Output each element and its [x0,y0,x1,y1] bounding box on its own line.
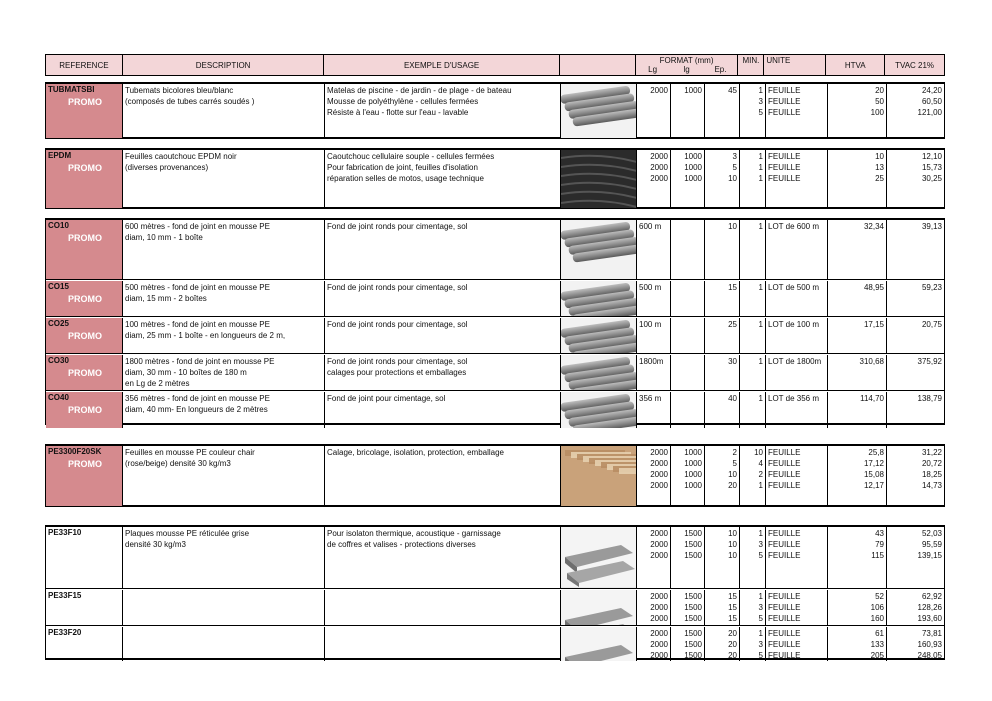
header-unite: UNITE [764,55,826,75]
thickness-cell: 15 15 15 [705,590,740,625]
thickness-cell: 2 5 10 20 [705,446,740,506]
promo-badge: PROMO [68,405,103,415]
table-row [46,590,944,626]
min-qty-cell: 1 [740,392,766,428]
unit-cell: LOT de 100 m [766,318,828,353]
table-row [46,392,944,428]
table-row [46,318,944,354]
length-cell: 2000 2000 2000 [637,627,671,661]
description-cell: Tubemats bicolores bleu/blanc (composés de tubes carrés soudés ) [123,84,325,138]
grey-product-image [561,527,637,587]
description-cell: Feuilles en mousse PE couleur chair (rose/beige) densité 30 kg/m3 [123,446,325,506]
reference-cell [46,318,123,353]
header-min: MIN. [738,55,764,75]
length-cell: 2000 2000 2000 [637,590,671,625]
reference-code: PE33F10 [48,528,82,537]
reference-code: PE33F20 [48,628,82,637]
unit-cell: FEUILLE FEUILLE FEUILLE [766,627,828,661]
thickness-cell: 3 5 10 [705,150,740,208]
header-lg: Lg [648,65,658,74]
header-lg-small: lg [683,65,690,74]
htva-price-cell: 25,8 17,12 15,08 12,17 [828,446,887,506]
htva-price-cell: 10 13 25 [828,150,887,208]
width-cell: 1000 1000 1000 [671,150,705,208]
width-cell: 1000 1000 1000 1000 [671,446,705,506]
table-row [46,627,944,661]
rods-product-image [561,355,637,390]
thickness-cell: 25 [705,318,740,353]
description-cell: 600 mètres - fond de joint en mousse PE diam, 10 mm - 1 boîte [123,220,325,279]
thickness-cell: 10 10 10 [705,527,740,588]
thickness-cell: 20 20 20 [705,627,740,661]
min-qty-cell: 10 4 2 1 [740,446,766,506]
reference-code: PE33F15 [48,591,82,600]
image-cell [561,446,637,506]
image-cell [561,318,637,353]
htva-price-cell: 61 133 205 [828,627,887,661]
image-cell [561,627,637,661]
description-cell: 100 mètres - fond de joint en mousse PE diam, 25 mm - 1 boîte - en longueurs de 2 m, [123,318,325,353]
min-qty-cell: 1 [740,318,766,353]
reference-code: CO15 [48,282,69,291]
usage-cell: Calage, bricolage, isolation, protection, emballage [325,446,561,506]
min-qty-cell: 1 3 5 [740,84,766,138]
min-qty-cell: 1 3 5 [740,627,766,661]
length-cell: 100 m [637,318,671,353]
tvac-price-cell: 12,10 15,73 30,25 [921,152,942,183]
header-description: DESCRIPTION [123,55,325,75]
rods-product-image [561,392,637,428]
promo-badge: PROMO [68,294,103,304]
length-cell: 500 m [637,281,671,316]
length-cell: 2000 2000 2000 [637,150,671,208]
rods-product-image [561,281,637,316]
htva-price-cell: 20 50 100 [828,84,887,138]
table-row [46,527,944,589]
width-cell [671,318,705,353]
rods-product-image [561,220,637,279]
description-cell: Feuilles caoutchouc EPDM noir (diverses provenances) [123,150,325,208]
header-format [636,55,739,75]
image-cell [561,84,637,138]
promo-badge: PROMO [68,163,103,173]
promo-badge: PROMO [68,331,103,341]
header-ep: Ep. [714,65,727,74]
promo-badge: PROMO [68,459,103,469]
reference-code: CO40 [48,393,69,402]
promo-badge: PROMO [68,233,103,243]
usage-cell: Pour isolaton thermique, acoustique - garnissage de coffres et valises - protections diverses [325,527,561,588]
reference-code: TUBMATSBI [48,85,95,94]
reference-code: CO10 [48,221,69,230]
reference-cell [46,355,123,390]
product-group [45,82,945,139]
length-cell: 600 m [637,220,671,279]
reference-cell [46,590,123,625]
htva-price-cell: 114,70 [828,392,887,428]
table-row [46,355,944,391]
unit-cell: LOT de 600 m [766,220,828,279]
length-cell: 1800m [637,355,671,390]
length-cell: 2000 [637,84,671,138]
reference-cell [46,627,123,661]
rods-product-image [561,84,637,138]
image-cell [561,281,637,316]
rods-product-image [561,318,637,353]
product-group [45,148,945,209]
table-row [46,150,944,208]
usage-cell: Fond de joint ronds pour cimentage, sol [325,318,561,353]
reference-cell [46,84,123,138]
description-cell: 356 mètres - fond de joint en mousse PE diam, 40 mm- En longueurs de 2 mètres [123,392,325,428]
usage-cell [325,627,561,661]
image-cell [561,392,637,428]
unit-cell: FEUILLE FEUILLE FEUILLE FEUILLE [766,446,828,506]
header-usage: EXEMPLE D'USAGE [324,55,559,75]
tvac-price-cell: 138,79 [917,394,942,403]
reference-cell [46,281,123,316]
header-tvac: TVAC 21% [885,55,944,75]
width-cell [671,281,705,316]
tvac-price-cell: 52,03 95,59 139,15 [917,529,942,560]
grey-product-image [561,590,637,625]
usage-cell: Fond de joint ronds pour cimentage, sol [325,281,561,316]
reference-code: PE3300F20SK [48,447,102,456]
table-row [46,220,944,280]
description-cell: Plaques mousse PE réticulée grise densité 30 kg/m3 [123,527,325,588]
tvac-price-cell: 31,22 20,72 18,25 14,73 [921,448,942,490]
thickness-cell: 30 [705,355,740,390]
reference-cell [46,220,123,279]
tvac-price-cell: 62,92 128,26 193,60 [917,592,942,623]
htva-price-cell: 32,34 [828,220,887,279]
table-header [45,54,945,76]
length-cell: 356 m [637,392,671,428]
unit-cell: FEUILLE FEUILLE FEUILLE [766,527,828,588]
width-cell: 1000 [671,84,705,138]
product-group [45,444,945,507]
min-qty-cell: 1 [740,281,766,316]
tvac-price-cell: 59,23 [921,283,942,292]
tvac-price-cell: 24,20 60,50 121,00 [917,86,942,117]
table-row [46,281,944,317]
usage-cell: Caoutchouc cellulaire souple - cellules fermées Pour fabrication de joint, feuilles d'isolation réparation selles de motos, usage technique [325,150,561,208]
usage-cell: Fond de joint ronds pour cimentage, sol calages pour protections et emballages [325,355,561,390]
tvac-price-cell: 20,75 [921,320,942,329]
image-cell [561,220,637,279]
width-cell: 1500 1500 1500 [671,527,705,588]
reference-cell [46,150,123,208]
width-cell: 1500 1500 1500 [671,627,705,661]
image-cell [561,590,637,625]
htva-price-cell: 17,15 [828,318,887,353]
min-qty-cell: 1 [740,355,766,390]
description-cell: 500 mètres - fond de joint en mousse PE diam, 15 mm - 2 boîtes [123,281,325,316]
min-qty-cell: 1 [740,220,766,279]
header-image [560,55,636,75]
tvac-price-cell: 73,81 160,93 248,05 [917,629,942,660]
table-row [46,84,944,138]
width-cell: 1500 1500 1500 [671,590,705,625]
promo-badge: PROMO [68,368,103,378]
unit-cell: FEUILLE FEUILLE FEUILLE [766,590,828,625]
usage-cell [325,590,561,625]
image-cell [561,355,637,390]
htva-price-cell: 310,68 [828,355,887,390]
usage-cell: Fond de joint pour cimentage, sol [325,392,561,428]
min-qty-cell: 1 1 1 [740,150,766,208]
usage-cell: Matelas de piscine - de jardin - de plage - de bateau Mousse de polyéthylène - cellules fermées Résiste à l'eau - flotte sur l'eau - lavable [325,84,561,138]
image-cell [561,150,637,208]
promo-badge: PROMO [68,97,103,107]
htva-price-cell: 52 106 160 [828,590,887,625]
min-qty-cell: 1 3 5 [740,590,766,625]
unit-cell: LOT de 356 m [766,392,828,428]
description-cell [123,590,325,625]
description-cell: 1800 mètres - fond de joint en mousse PE diam, 30 mm - 10 boîtes de 180 m en Lg de 2 mètres [123,355,325,390]
length-cell: 2000 2000 2000 [637,527,671,588]
min-qty-cell: 1 3 5 [740,527,766,588]
reference-code: EPDM [48,151,72,160]
unit-cell: FEUILLE FEUILLE FEUILLE [766,150,828,208]
product-group [45,525,945,660]
description-cell [123,627,325,661]
reference-cell [46,527,123,588]
image-cell [561,527,637,588]
black-product-image [561,150,637,208]
width-cell [671,355,705,390]
htva-price-cell: 48,95 [828,281,887,316]
table-row [46,446,944,506]
thickness-cell: 15 [705,281,740,316]
beige-product-image [561,446,637,506]
tvac-price-cell: 39,13 [921,222,942,231]
grey-product-image [561,627,637,661]
unit-cell: LOT de 500 m [766,281,828,316]
reference-code: CO30 [48,356,69,365]
thickness-cell: 40 [705,392,740,428]
unit-cell: LOT de 1800m [766,355,828,390]
tvac-price-cell: 375,92 [917,357,942,366]
thickness-cell: 45 [705,84,740,138]
product-group [45,218,945,425]
reference-cell [46,392,123,428]
thickness-cell: 10 [705,220,740,279]
unit-cell: FEUILLE FEUILLE FEUILLE [766,84,828,138]
length-cell: 2000 2000 2000 2000 [637,446,671,506]
width-cell [671,220,705,279]
header-reference: REFERENCE [46,55,123,75]
usage-cell: Fond de joint ronds pour cimentage, sol [325,220,561,279]
header-format-title: FORMAT (mm) [659,56,714,65]
htva-price-cell: 43 79 115 [828,527,887,588]
reference-code: CO25 [48,319,69,328]
width-cell [671,392,705,428]
header-htva: HTVA [826,55,885,75]
reference-cell [46,446,123,506]
